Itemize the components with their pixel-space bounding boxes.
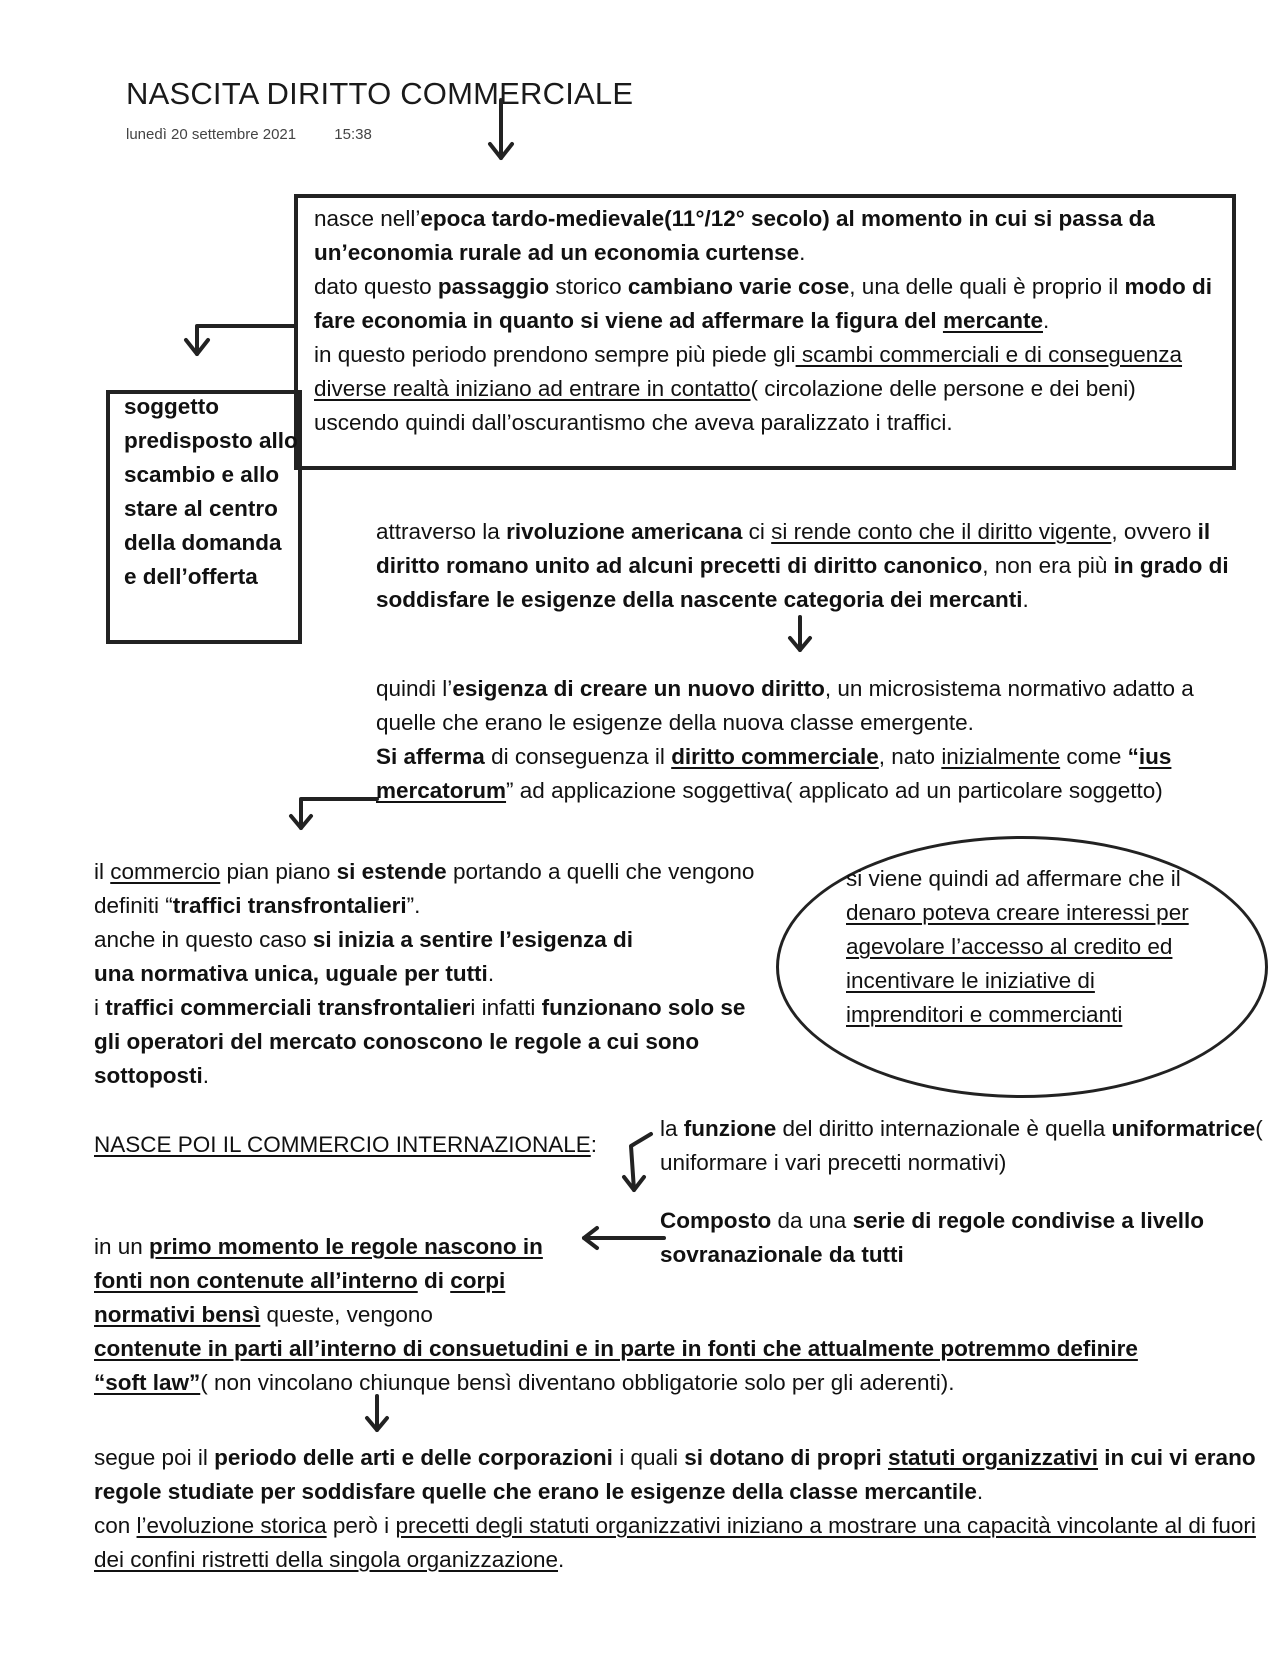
arrow-title-down-icon xyxy=(490,100,512,158)
para-commercio: il commercio pian piano si estende portando a quelli che vengono definiti “traffici transfrontalieri”. anche in questo caso si inizia a sentire l’esigenza di una normativa unica, uguale per tutti. i traffici commerciali transfrontalieri infatti funzionano solo se gli operatori del mercato conoscono le regole a cui sono sottoposti. xyxy=(94,859,755,1088)
ellipse-note: si viene quindi ad affermare che il denaro poteva creare interessi per agevolare l’accesso al credito ed incentivare le iniziative di imprenditori e commercianti xyxy=(846,866,1189,1027)
side-box-text: soggetto predisposto allo scambio e allo stare al centro della domanda e dell’offerta xyxy=(124,394,298,589)
intro-box xyxy=(314,202,1226,440)
para-rivoluzione: attraverso la rivoluzione americana ci si rende conto che il diritto vigente, ovvero il diritto romano unito ad alcuni precetti di diritto canonico, non era più in grado di soddisfare le esigenze della nascente categoria dei mercanti. xyxy=(376,519,1229,612)
para-regole: in un primo momento le regole nascono in fonti non contenute all’interno di corpi normativi bensì queste, vengono contenute in parti all’interno di consuetudini e in parte in fonti che attualmente potremmo definire “soft law”( non vincolano chiunque bensì diventano obbligatorie solo per gli aderenti). xyxy=(94,1234,1138,1395)
composto-note: Composto da una serie di regole condivise a livello sovranazionale da tutti xyxy=(660,1208,1204,1267)
arrow-box-to-side-icon xyxy=(186,326,294,354)
intro-line-3: in questo periodo prendono sempre più piede gli scambi commerciali e di conseguenza diverse realtà iniziano ad entrare in contatto( circolazione delle persone e dei beni) uscendo quindi dall’oscurantismo che aveva paralizzato i traffici. xyxy=(314,342,1183,435)
internazionale-heading: NASCE POI IL COMMERCIO INTERNAZIONALE: xyxy=(94,1132,598,1157)
arrow-ius-to-commercio-icon xyxy=(291,799,377,828)
intro-line-1: nasce nell’epoca tardo-medievale(11°/12° secolo) al momento in cui si passa da un’economia rurale ad un economia curtense. xyxy=(314,206,1155,265)
para-corporazioni: segue poi il periodo delle arti e delle corporazioni i quali si dotano di propri statuti organizzativi in cui vi erano regole studiate per soddisfare quelle che erano le esigenze della classe mercantile. con l’evoluzione storica però i precetti degli statuti organizzativi iniziano a mostrare una capacità vincolante al di fuori dei confini ristretti della singola organizzazione. xyxy=(94,1445,1256,1572)
page-title: NASCITA DIRITTO COMMERCIALE xyxy=(126,76,634,111)
funzione-note: la funzione del diritto internazionale è quella uniformatrice( uniformare i vari precetti normativi) xyxy=(660,1116,1263,1175)
intro-line-2: dato questo passaggio storico cambiano varie cose, una delle quali è proprio il modo di fare economia in quanto si viene ad affermare la figura del mercante. xyxy=(314,274,1212,333)
arrow-rivoluzione-down-icon xyxy=(790,617,810,650)
side-box xyxy=(124,390,300,594)
page-time: 15:38 xyxy=(334,126,372,143)
arrow-softlaw-down-icon xyxy=(367,1396,387,1430)
arrow-zigzag-icon xyxy=(624,1134,651,1190)
page-date: lunedì 20 settembre 2021 xyxy=(126,126,297,143)
para-esigenza: quindi l’esigenza di creare un nuovo diritto, un microsistema normativo adatto a quelle che erano le esigenze della nuova classe emergente. Si afferma di conseguenza il diritto commerciale, nato inizialmente come “ius mercatorum” ad applicazione soggettiva( applicato ad un particolare soggetto) xyxy=(376,676,1194,803)
